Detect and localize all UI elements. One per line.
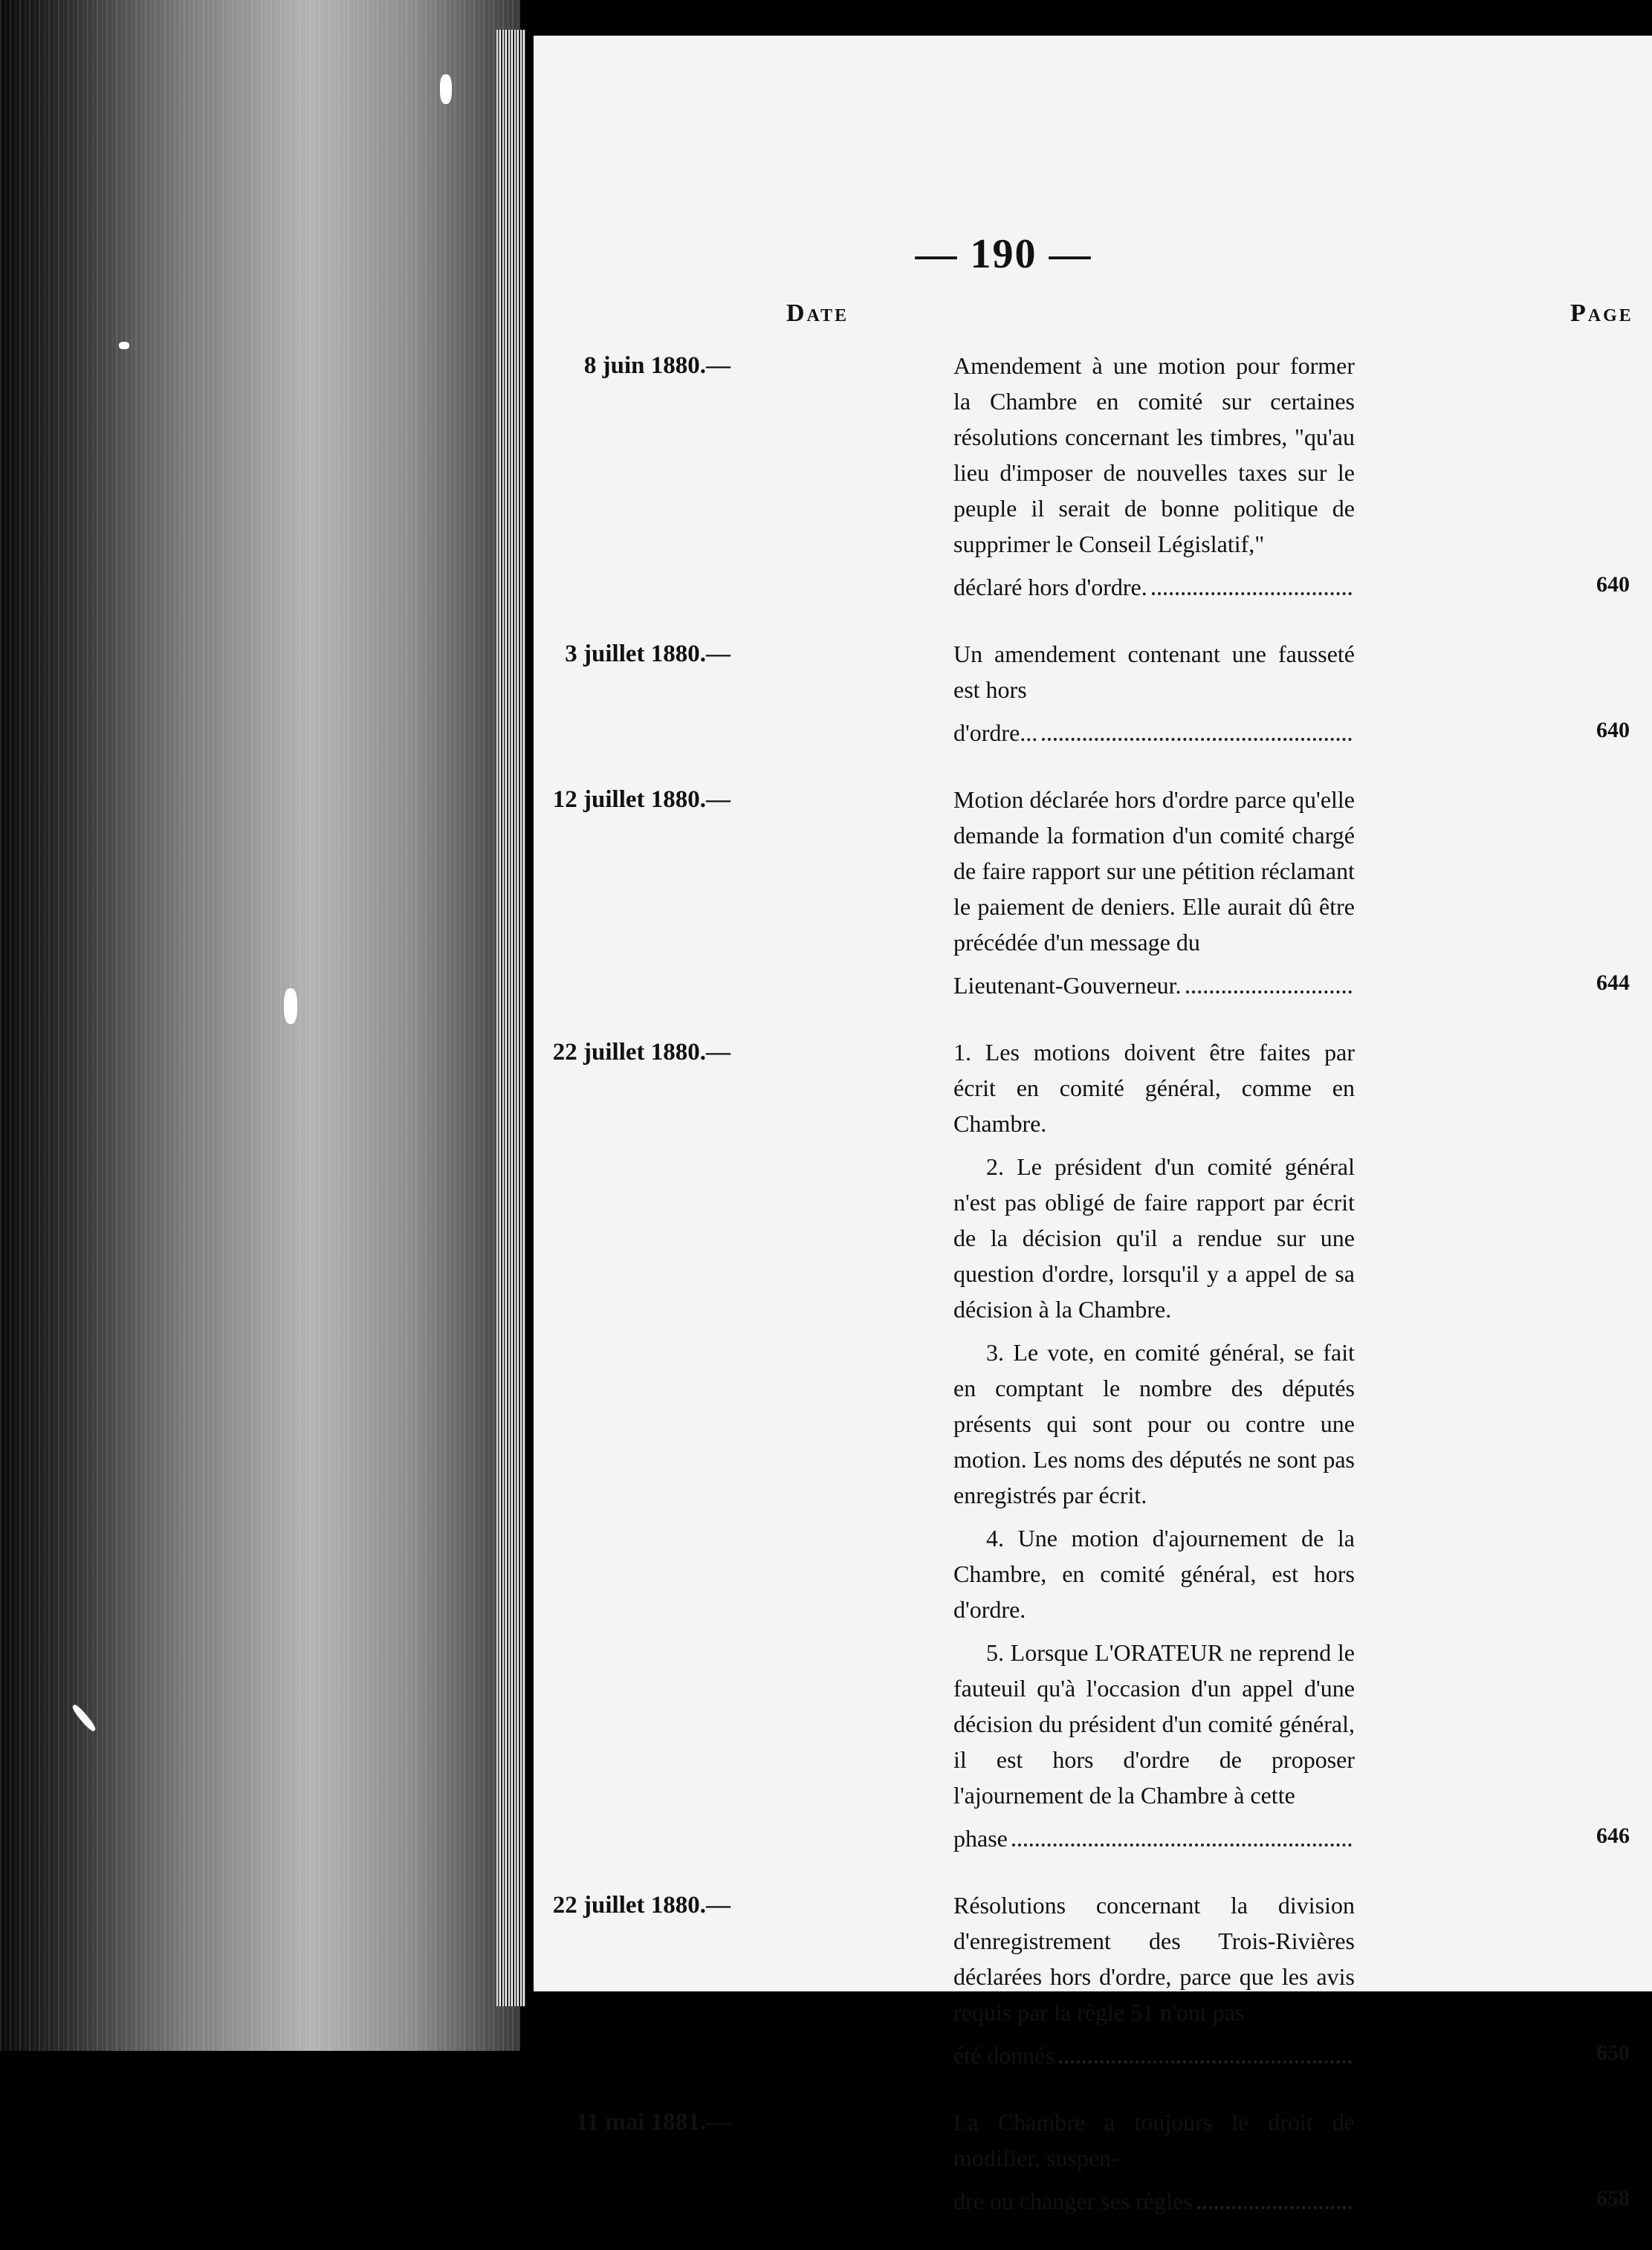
scan-speck [119, 342, 129, 349]
entry-page-number: 658 [1596, 2186, 1630, 2211]
entry-paragraph: La Chambre a toujours le droit de modifier, suspen- [953, 2109, 1355, 2171]
entry-paragraph: 2. Le président d'un comité général n'est pas obligé de faire rapport par écrit de la décision qu'il a rendue sur une question d'ordre, lorsqu'il y a appel de sa décision à la Chambre. [953, 1153, 1355, 1323]
page-fore-edge [496, 30, 526, 2006]
entry-paragraph: Amendement à une motion pour former la Chambre en comité sur certaines résolutions concernant les timbres, "qu'au lieu d'imposer de nouvelles taxes sur le peuple il serait de bonne politique de supprimer le Conseil Législatif," [953, 352, 1355, 557]
entry-leader-line [953, 2037, 1355, 2073]
entry-paragraph: 5. Lorsque L'ORATEUR ne reprend le fauteuil qu'à l'occasion d'un appel d'une décision du président d'un comité général, il est hors d'ordre de proposer l'ajournement de la Chambre à cette [953, 1639, 1355, 1809]
entry-leader-text: dre ou changer ses règles [953, 2188, 1193, 2214]
entry-paragraph: Un amendement contenant une fausseté est hors [953, 641, 1355, 703]
entry-page-number: 646 [1596, 1823, 1630, 1848]
entry-page-number: 640 [1596, 572, 1630, 597]
entry-leader-text: été donnés [953, 2042, 1055, 2069]
scan-speck [71, 1703, 97, 1733]
entry-body [953, 348, 1355, 605]
entry-page-number: 644 [1596, 970, 1630, 995]
entry-paragraph: 4. Une motion d'ajournement de la Chambre, en comité général, est hors d'ordre. [953, 1525, 1355, 1623]
scan-speck [440, 74, 452, 104]
entry-leader-line [953, 2183, 1355, 2219]
entry-body [953, 636, 1355, 750]
index-entry [534, 1887, 1652, 2073]
dot-leader [1059, 2061, 1352, 2063]
entry-leader-line [953, 967, 1355, 1003]
entry-leader-line [953, 1821, 1355, 1856]
entry-body [953, 1887, 1355, 2073]
index-entry [534, 2104, 1652, 2219]
scan-speck [284, 988, 297, 1024]
entry-page-number: 650 [1596, 2040, 1630, 2065]
entry-date: 22 juillet 1880.— [552, 1892, 731, 1919]
entry-body [953, 2104, 1355, 2219]
dot-leader [1197, 2206, 1352, 2209]
page-number: — 190 — [915, 231, 1092, 277]
index-entry [534, 348, 1652, 605]
entry-paragraph: 1. Les motions doivent être faites par écrit en comité général, comme en Chambre. [953, 1039, 1355, 1137]
entry-leader-line [953, 569, 1355, 605]
dot-leader [1042, 738, 1352, 741]
dot-leader [1186, 991, 1352, 993]
date-column-header: Date [786, 299, 849, 327]
entry-body [953, 782, 1355, 1003]
index-entries [534, 348, 1652, 2250]
entry-body [953, 1034, 1355, 1856]
entry-date: 11 mai 1881.— [575, 2109, 731, 2136]
entry-date: 8 juin 1880.— [583, 352, 731, 379]
dot-leader [1012, 1844, 1352, 1847]
entry-leader-text: d'ordre... [953, 719, 1038, 746]
entry-date: 22 juillet 1880.— [552, 1039, 731, 1066]
book-edge [0, 0, 520, 2051]
entry-paragraph: Motion déclarée hors d'ordre parce qu'elle demande la formation d'un comité chargé de faire rapport sur une pétition réclamant le paiement de deniers. Elle aurait dû être précédée d'un message du [953, 786, 1355, 956]
entry-page-number: 640 [1596, 718, 1630, 742]
entry-date: 3 juillet 1880.— [565, 641, 731, 667]
entry-leader-text: déclaré hors d'ordre. [953, 574, 1147, 600]
entry-date: 12 juillet 1880.— [552, 786, 731, 813]
entry-leader-text: phase [953, 1825, 1008, 1852]
document-page [534, 36, 1652, 2214]
entry-paragraph: Résolutions concernant la division d'enregistrement des Trois-Rivières déclarées hors d'ordre, parce que les avis requis par la règle 51 n'ont pas [953, 1892, 1355, 2026]
index-entry [534, 636, 1652, 750]
index-entry [534, 1034, 1652, 1856]
index-entry [534, 782, 1652, 1003]
entry-leader-line [953, 715, 1355, 750]
page-column-header: Page [1570, 299, 1633, 327]
entry-leader-text: Lieutenant-Gouverneur. [953, 972, 1182, 999]
entry-paragraph: 3. Le vote, en comité général, se fait en comptant le nombre des députés présents qui sont pour ou contre une motion. Les noms des députés ne sont pas enregistrés par écrit. [953, 1339, 1355, 1508]
dot-leader [1152, 592, 1352, 595]
